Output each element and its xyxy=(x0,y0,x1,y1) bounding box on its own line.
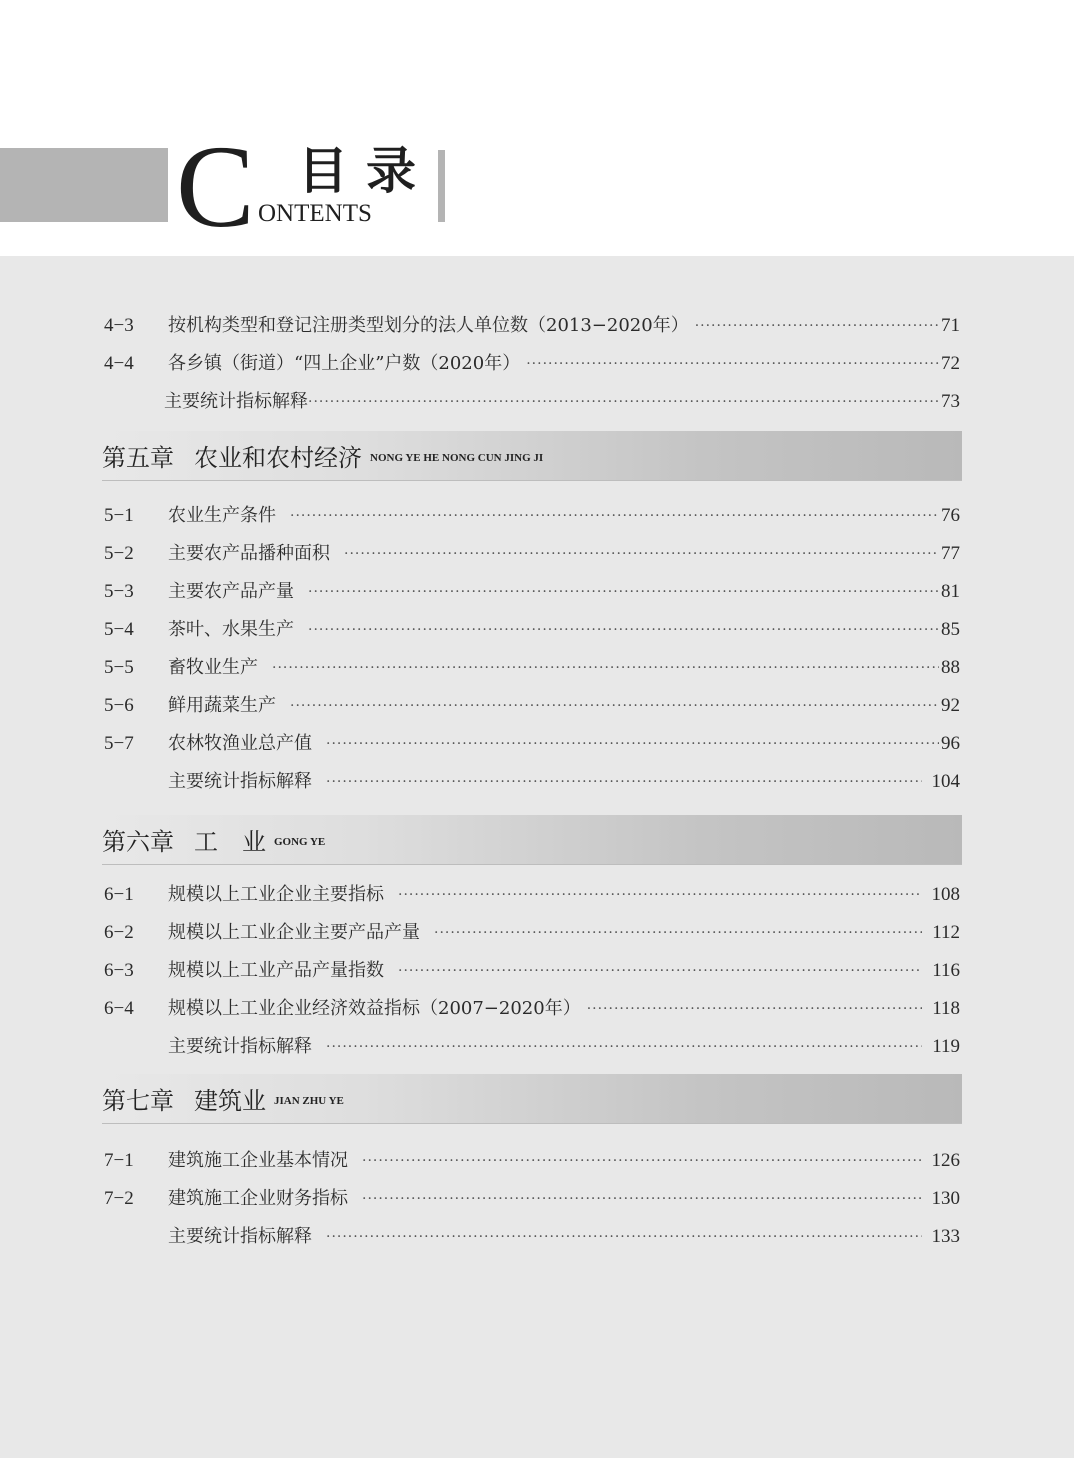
entry-title: 建筑施工企业基本情况 xyxy=(168,1150,348,1171)
entry-title: 各乡镇（街道）“四上企业”户数（2020年） xyxy=(168,353,521,374)
toc-entry[interactable] xyxy=(104,1184,960,1214)
dot-leader xyxy=(326,767,922,797)
chapter-heading[interactable] xyxy=(102,1074,962,1124)
dot-leader xyxy=(344,539,939,569)
chapter-label: 第七章 xyxy=(102,1087,174,1115)
entry-title: 主要统计指标解释 xyxy=(164,391,308,412)
toc-entry[interactable] xyxy=(104,1032,960,1062)
dot-leader xyxy=(308,615,939,645)
entry-page: 130 xyxy=(931,1188,960,1209)
toc-entry[interactable] xyxy=(104,1222,960,1252)
entry-title: 主要统计指标解释 xyxy=(168,1036,312,1057)
entry-page: 85 xyxy=(941,619,960,640)
chapter-name: 工 业 xyxy=(194,828,266,856)
dot-leader xyxy=(362,1184,922,1214)
entry-number: 4−4 xyxy=(104,353,134,374)
dot-leader xyxy=(526,349,939,379)
toc-entry[interactable] xyxy=(104,956,960,986)
toc-entry[interactable] xyxy=(104,994,960,1024)
entry-title: 规模以上工业产品产量指数 xyxy=(168,960,384,981)
entry-title: 主要农产品产量 xyxy=(168,581,294,602)
entry-number: 6−1 xyxy=(104,884,134,905)
entry-page: 108 xyxy=(931,884,960,905)
toc-entry[interactable] xyxy=(104,1146,960,1176)
entry-title: 农林牧渔业总产值 xyxy=(168,733,312,754)
entry-number: 6−3 xyxy=(104,960,134,981)
dot-leader xyxy=(326,1032,922,1062)
entry-title: 规模以上工业企业经济效益指标（2007−2020年） xyxy=(168,998,581,1019)
dot-leader xyxy=(434,918,922,948)
contents-subtitle: ONTENTS xyxy=(258,200,372,227)
chapter-label: 第五章 xyxy=(102,444,174,472)
toc-entry[interactable] xyxy=(104,539,960,569)
entry-number: 4−3 xyxy=(104,315,134,336)
contents-logo-letter: C xyxy=(176,121,255,252)
dot-leader xyxy=(326,729,939,759)
entry-number: 7−2 xyxy=(104,1188,134,1209)
toc-entry[interactable] xyxy=(104,349,960,379)
entry-title: 规模以上工业企业主要产品产量 xyxy=(168,922,420,943)
entry-number: 5−3 xyxy=(104,581,134,602)
entry-number: 5−5 xyxy=(104,657,134,678)
entry-title: 主要统计指标解释 xyxy=(168,1226,312,1247)
entry-page: 96 xyxy=(941,733,960,754)
chapter-name: 农业和农村经济 xyxy=(194,444,362,472)
contents-title: 目录 xyxy=(298,141,434,200)
entry-page: 116 xyxy=(932,960,960,981)
toc-entry[interactable] xyxy=(104,767,960,797)
toc-entry[interactable] xyxy=(104,615,960,645)
entry-title: 茶叶、水果生产 xyxy=(168,619,294,640)
entry-number: 5−6 xyxy=(104,695,134,716)
entry-page: 88 xyxy=(941,657,960,678)
dot-leader xyxy=(326,1222,922,1252)
toc-entry[interactable] xyxy=(104,918,960,948)
entry-title: 农业生产条件 xyxy=(168,505,276,526)
entry-page: 72 xyxy=(941,353,960,374)
chapter-pinyin: NONG YE HE NONG CUN JING JI xyxy=(370,451,544,464)
entry-page: 126 xyxy=(931,1150,960,1171)
entry-page: 73 xyxy=(941,391,960,412)
entry-page: 77 xyxy=(941,543,960,564)
dot-leader xyxy=(362,1146,922,1176)
entry-page: 133 xyxy=(931,1226,960,1247)
entry-title: 畜牧业生产 xyxy=(168,657,258,678)
entry-title: 规模以上工业企业主要指标 xyxy=(168,884,384,905)
entry-page: 104 xyxy=(931,771,960,792)
entry-number: 6−4 xyxy=(104,998,134,1019)
entry-number: 7−1 xyxy=(104,1150,134,1171)
toc-entry[interactable] xyxy=(104,653,960,683)
entry-title: 主要统计指标解释 xyxy=(168,771,312,792)
entry-number: 5−4 xyxy=(104,619,134,640)
entry-page: 112 xyxy=(932,922,960,943)
header-rule xyxy=(438,150,445,222)
dot-leader xyxy=(398,956,922,986)
dot-leader xyxy=(587,994,923,1024)
entry-number: 5−7 xyxy=(104,733,134,754)
entry-page: 81 xyxy=(941,581,960,602)
toc-entry[interactable] xyxy=(104,691,960,721)
dot-leader xyxy=(272,653,939,683)
chapter-heading[interactable] xyxy=(102,431,962,481)
entry-title: 主要农产品播种面积 xyxy=(168,543,330,564)
entry-page: 92 xyxy=(941,695,960,716)
chapter-pinyin: JIAN ZHU YE xyxy=(274,1094,344,1107)
dot-leader xyxy=(290,501,939,531)
entry-number: 5−2 xyxy=(104,543,134,564)
entry-number: 6−2 xyxy=(104,922,134,943)
toc-entry[interactable] xyxy=(104,880,960,910)
toc-entry[interactable] xyxy=(104,577,960,607)
entry-page: 76 xyxy=(941,505,960,526)
dot-leader xyxy=(398,880,922,910)
dot-leader xyxy=(290,691,939,721)
entry-title: 按机构类型和登记注册类型划分的法人单位数（2013−2020年） xyxy=(168,315,689,336)
entry-number: 5−1 xyxy=(104,505,134,526)
toc-entry[interactable] xyxy=(104,501,960,531)
dot-leader xyxy=(695,311,939,341)
chapter-heading[interactable] xyxy=(102,815,962,865)
dot-leader xyxy=(308,387,939,417)
entry-title: 建筑施工企业财务指标 xyxy=(168,1188,348,1209)
entry-title: 鲜用蔬菜生产 xyxy=(168,695,276,716)
entry-page: 118 xyxy=(932,998,960,1019)
toc-entry[interactable] xyxy=(104,729,960,759)
entry-page: 71 xyxy=(941,315,960,336)
chapter-label: 第六章 xyxy=(102,828,174,856)
dot-leader xyxy=(308,577,939,607)
chapter-name: 建筑业 xyxy=(194,1087,266,1115)
toc-entry[interactable] xyxy=(104,311,960,341)
toc-entry[interactable] xyxy=(104,387,960,417)
header-grey-bar xyxy=(0,148,168,222)
chapter-pinyin: GONG YE xyxy=(274,835,326,848)
entry-page: 119 xyxy=(932,1036,960,1057)
